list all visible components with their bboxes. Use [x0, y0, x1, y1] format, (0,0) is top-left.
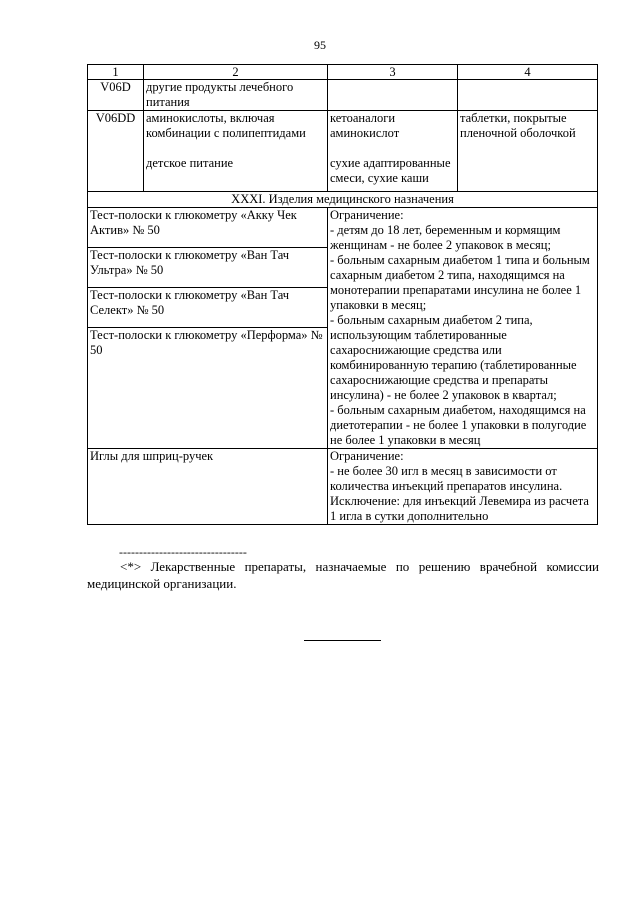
page-number: 95	[314, 38, 326, 52]
restriction-line: Исключение: для инъекций Левемира из расчета 1 игла в сутки дополнительно	[330, 494, 589, 523]
restriction-cell	[328, 208, 598, 449]
device-cell: Тест-полоски к глюкометру «Ван Тач Селект» № 50	[88, 288, 328, 328]
section-row	[88, 192, 598, 208]
restriction-line: - больным сахарным диабетом 1 типа и больным сахарным диабетом 2 типа, находящимся на монотерапии препаратами инсулина не более 1 упаковки в месяц;	[330, 253, 590, 312]
column-header: 1	[88, 65, 144, 80]
group-name-cell	[144, 111, 328, 192]
atc-code-cell: V06D	[88, 80, 144, 111]
restriction-line: - не более 30 игл в месяц в зависимости от количества инъекций препаратов инсулина.	[330, 464, 563, 493]
footnote: <*> Лекарственные препараты, назначаемые по решению врачебной комиссии медицинской организации.	[87, 559, 599, 591]
device-cell: Тест-полоски к глюкометру «Перформа» № 50	[88, 328, 328, 449]
table-row	[88, 449, 598, 525]
end-divider	[304, 640, 381, 641]
dosage-form: таблетки, покрытые пленочной оболочкой	[460, 111, 576, 140]
group-name: аминокислоты, включая комбинации с полипептидами	[146, 111, 306, 140]
restriction-line: Ограничение:	[330, 449, 404, 463]
device-cell: Тест-полоски к глюкометру «Ван Тач Ультра» № 50	[88, 248, 328, 288]
column-header: 3	[328, 65, 458, 80]
substance: сухие адаптированные смеси, сухие каши	[330, 156, 451, 185]
substance-cell	[328, 80, 458, 111]
device-cell: Иглы для шприц-ручек	[88, 449, 328, 525]
column-header: 2	[144, 65, 328, 80]
restriction-line: Ограничение:	[330, 208, 404, 222]
substance: кетоаналоги аминокислот	[330, 111, 400, 140]
atc-code-cell	[88, 111, 144, 192]
group-name: детское питание	[146, 156, 234, 170]
table-row	[88, 208, 598, 248]
form-cell	[458, 80, 598, 111]
footnote-separator: --------------------------------	[119, 545, 247, 559]
substance-cell	[328, 111, 458, 192]
restriction-line: - детям до 18 лет, беременным и кормящим женщинам - не более 2 упаковок в месяц;	[330, 223, 561, 252]
section-title: XXXI. Изделия медицинского назначения	[88, 192, 598, 208]
restriction-line: - больным сахарным диабетом, находящимся на диетотерапии - не более 1 упаковки в полугодие не более 1 упаковки в месяц	[330, 403, 587, 447]
table-header-row	[88, 65, 598, 80]
restriction-cell	[328, 449, 598, 525]
device-cell: Тест-полоски к глюкометру «Акку Чек Актив» № 50	[88, 208, 328, 248]
form-cell	[458, 111, 598, 192]
drug-table	[87, 64, 598, 525]
column-header: 4	[458, 65, 598, 80]
restriction-line: - больным сахарным диабетом 2 типа, использующим таблетированные сахароснижающие средства или комбинированную терапию (таблетированные сахароснижающие средства и препараты инсулина) - не более 2 упаковок в квартал;	[330, 313, 577, 402]
table-row	[88, 111, 598, 192]
atc-code: V06DD	[95, 111, 136, 125]
table-row	[88, 80, 598, 111]
group-name-cell: другие продукты лечебного питания	[144, 80, 328, 111]
